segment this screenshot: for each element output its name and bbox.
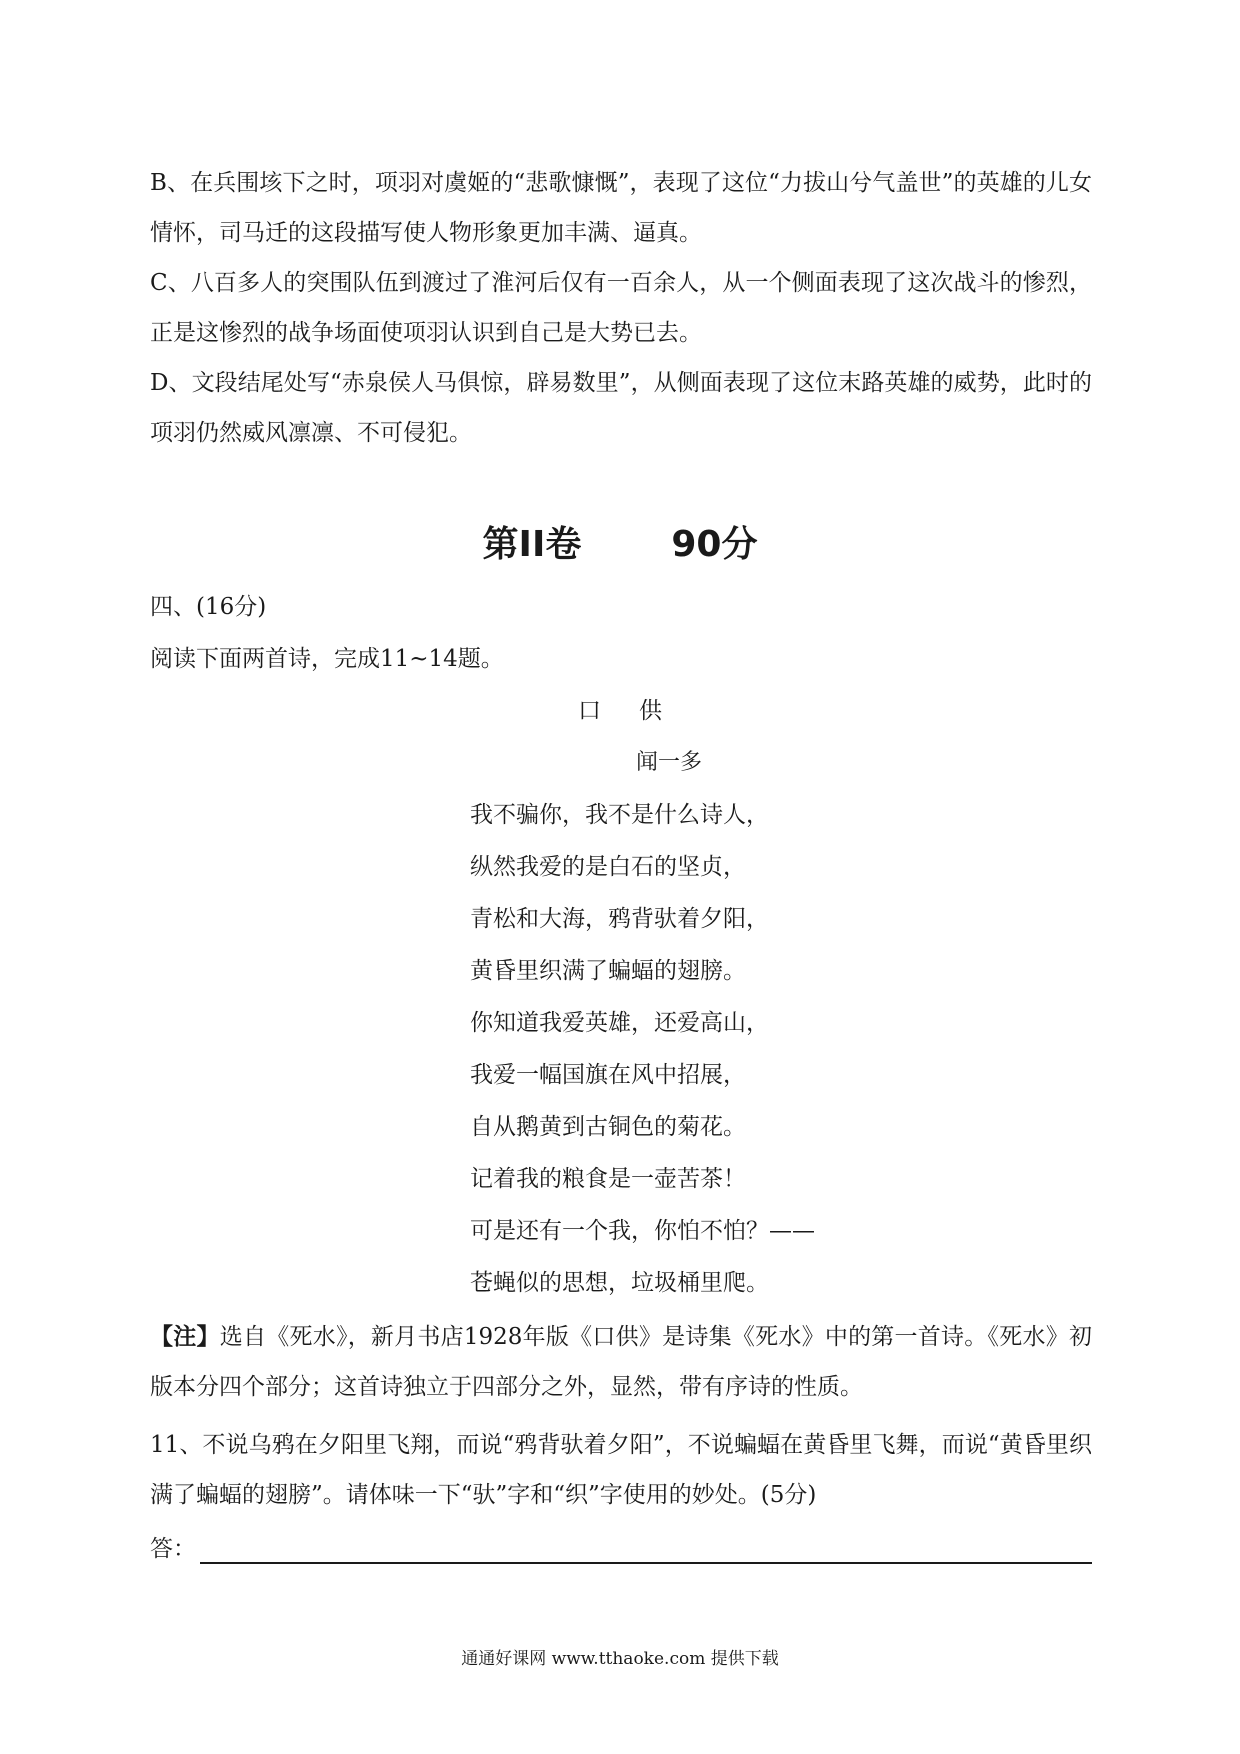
poem-line: 我不骗你，我不是什么诗人， — [470, 802, 769, 828]
poem-author: 闻一多 — [636, 750, 703, 775]
poem-line: 可是还有一个我，你怕不怕？—— — [470, 1218, 815, 1244]
option-b: B、在兵围垓下之时，项羽对虞姬的“悲歌慷慨”，表现了这位“力拔山兮气盖世”的英雄的儿女情怀，司马迁的这段描写使人物形象更加丰满、逼真。 — [150, 170, 1092, 246]
footer-source: 通通好课网 www.tthaoke.com 提供下载 — [461, 1649, 779, 1669]
poem-title: 口供 — [578, 698, 700, 724]
answer-label: 答： — [150, 1536, 196, 1562]
poem-line: 黄昏里织满了蝙蝠的翅膀。 — [470, 958, 746, 984]
question-11: 11、不说乌鸦在夕阳里飞翔，而说“鸦背驮着夕阳”，不说蝙蝠在黄昏里飞舞，而说“黄昏里织满了蝙蝠的翅膀”。请体味一下“驮”字和“织”字使用的妙处。(5分) — [150, 1432, 1092, 1508]
poem-line: 苍蝇似的思想，垃圾桶里爬。 — [470, 1270, 769, 1296]
option-d: D、文段结尾处写“赤泉侯人马俱惊，辟易数里”，从侧面表现了这位末路英雄的威势，此时的项羽仍然威风凛凛、不可侵犯。 — [150, 370, 1092, 446]
note-text: 选自《死水》，新月书店1928年版《口供》是诗集《死水》中的第一首诗。《死水》初版本分四个部分；这首诗独立于四部分之外，显然，带有序诗的性质。 — [150, 1324, 1092, 1400]
poem-line: 我爱一幅国旗在风中招展， — [470, 1062, 746, 1088]
poem-line: 纵然我爱的是白石的坚贞， — [470, 854, 746, 880]
option-c: C、八百多人的突围队伍到渡过了淮河后仅有一百余人，从一个侧面表现了这次战斗的惨烈，正是这惨烈的战争场面使项羽认识到自己是大势已去。 — [150, 270, 1092, 346]
poem-line: 你知道我爱英雄，还爱高山， — [470, 1010, 769, 1036]
poem-line: 自从鹅黄到古铜色的菊花。 — [470, 1114, 746, 1140]
poem-line: 记着我的粮食是一壶苦茶！ — [470, 1166, 746, 1192]
part-heading: 四、(16分) — [150, 594, 267, 620]
part-instruction: 阅读下面两首诗，完成11~14题。 — [150, 646, 504, 672]
poem-note — [150, 1312, 1092, 1412]
section-title — [0, 516, 1240, 567]
note-label: 【注】 — [150, 1323, 220, 1350]
poem-line: 青松和大海，鸦背驮着夕阳， — [470, 906, 769, 932]
answer-line[interactable] — [200, 1562, 1092, 1564]
section-name: 第II卷 — [482, 524, 582, 565]
section-score: 90分 — [671, 524, 758, 565]
